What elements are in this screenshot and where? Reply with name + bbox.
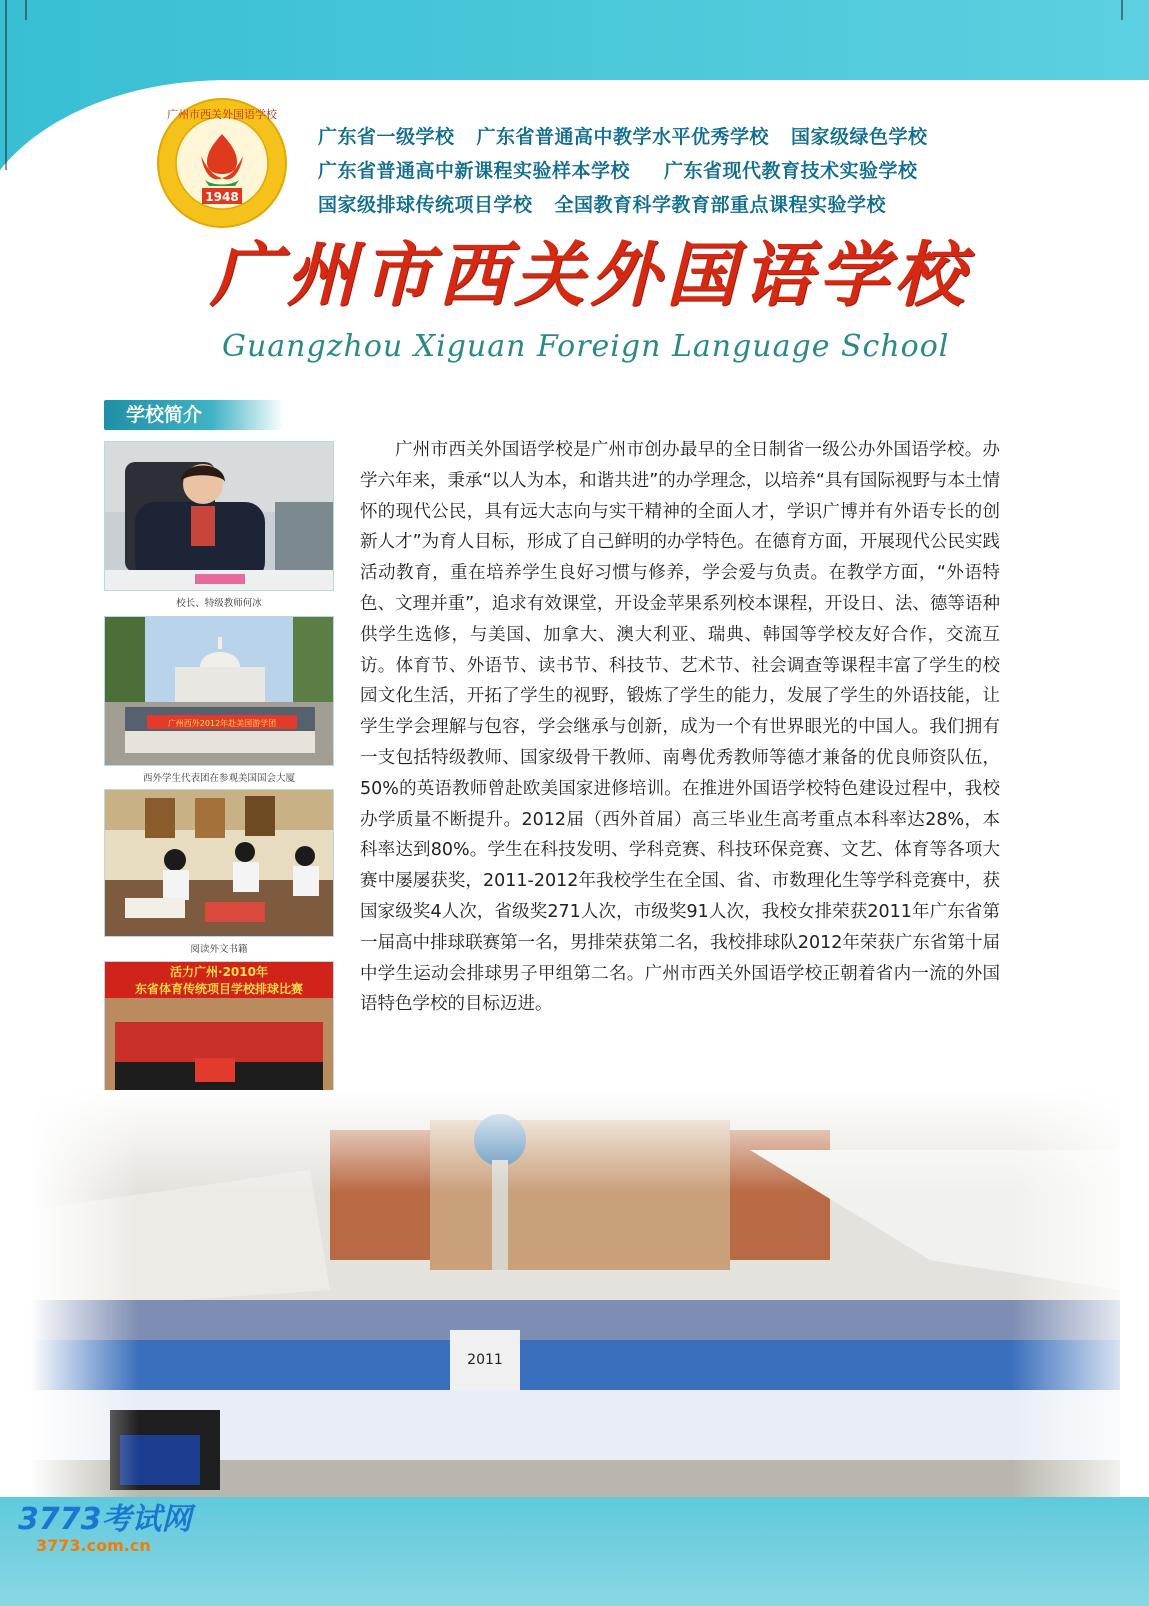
honor-item: 广东省普通高中新课程实验样本学校 — [318, 160, 631, 182]
photo-capitol-visit — [104, 616, 334, 766]
banner-text: 广州西外2012年赴美国游学团 — [167, 719, 277, 728]
honor-item: 广东省普通高中教学水平优秀学校 — [476, 126, 770, 148]
watermark-url: 3773.com.cn — [36, 1536, 151, 1555]
photo-caption: 西外学生代表团在参观美国国会大厦 — [142, 773, 295, 784]
photo-volleyball-team — [104, 961, 334, 1109]
school-honors — [318, 120, 978, 222]
watermark-brand: 3773考试网 — [18, 1502, 192, 1537]
photo-reading — [104, 789, 334, 937]
photo-principal — [104, 441, 334, 591]
group-photo — [30, 1090, 1120, 1500]
honors-row-3 — [318, 188, 978, 222]
honor-item: 国家级排球传统项目学校 — [318, 194, 533, 216]
school-introduction: 广州市西关外国语学校是广州市创办最早的全日制省一级公办外国语学校。办学六年来，秉承“以人为本，和谐共进”的办学理念，以培养“具有国际视野与本土情怀的现代公民，具有远大志向与实干精神的全面人才，学识广博并有外语专长的创新人才”为育人目标，形成了自己鲜明的办学特色。在德育方面，开展现代公民实践活动教育，重在培养学生良好习惯与修养，学会爱与负责。在教学方面，“外语特色、文理并重”，追求有效课堂，开设金苹果系列校本课程，开设日、法、德等语种供学生选修，与美国、加拿大、澳大利亚、瑞典、韩国等学校友好合作，交流互访。体育节、外语节、读书节、科技节、艺术节、社会调查等课程丰富了学生的校园文化生活，开拓了学生的视野，锻炼了学生的能力，发展了学生的外语技能，让学生学会理解与包容，学会继承与创新，成为一个有世界眼光的中国人。我们拥有一支包括特级教师、国家级骨干教师、南粤优秀教师等德才兼备的优良师资队伍，50%的英语教师曾赴欧美国家进修培训。在推进外国语学校特色建设过程中，我校办学质量不断提升。2012届（西外首届）高三毕业生高考重点本科率达28%，本科率达到80%。学生在科技发明、学科竞赛、科技环保竞赛、文艺、体育等各项大赛中屡屡获奖，2011-2012年我校学生在全国、省、市数理化生等学科竞赛中，获国家级奖4人次，省级奖271人次，市级奖91人次，我校女排荣获2011年广东省第一届高中排球联赛第一名，男排荣获第二名，我校排球队2012年荣获广东省第十届中学生运动会排球男子甲组第二名。广州市西关外国语学校正朝着省内一流的外国语特色学校的目标迈进。 — [360, 440, 1000, 1015]
logo-ring-text: 广州市西关外国语学校 — [167, 108, 277, 121]
banner-title: 活力广州·2010年 — [170, 965, 268, 979]
photo-caption: 校长、特级教师何冰 — [176, 598, 262, 609]
honor-item: 广东省现代教育技术实验学校 — [664, 160, 918, 182]
honor-item: 广东省一级学校 — [318, 126, 455, 148]
honor-item: 国家级绿色学校 — [791, 126, 928, 148]
school-logo — [155, 96, 289, 230]
honors-row-2 — [318, 154, 978, 188]
school-name-english: Guangzhou Xiguan Foreign Language School — [222, 329, 950, 364]
honor-item: 全国教育科学教育部重点课程实验学校 — [554, 194, 887, 216]
section-title: 学校简介 — [104, 400, 284, 430]
honors-row-1 — [318, 120, 978, 154]
banner-subtitle: 东省体育传统项目学校排球比赛 — [134, 982, 304, 996]
school-name-chinese: 广州市西关外国语学校 — [210, 233, 970, 316]
photo-caption: 阅读外文书籍 — [190, 944, 248, 955]
logo-year: 1948 — [205, 190, 239, 204]
